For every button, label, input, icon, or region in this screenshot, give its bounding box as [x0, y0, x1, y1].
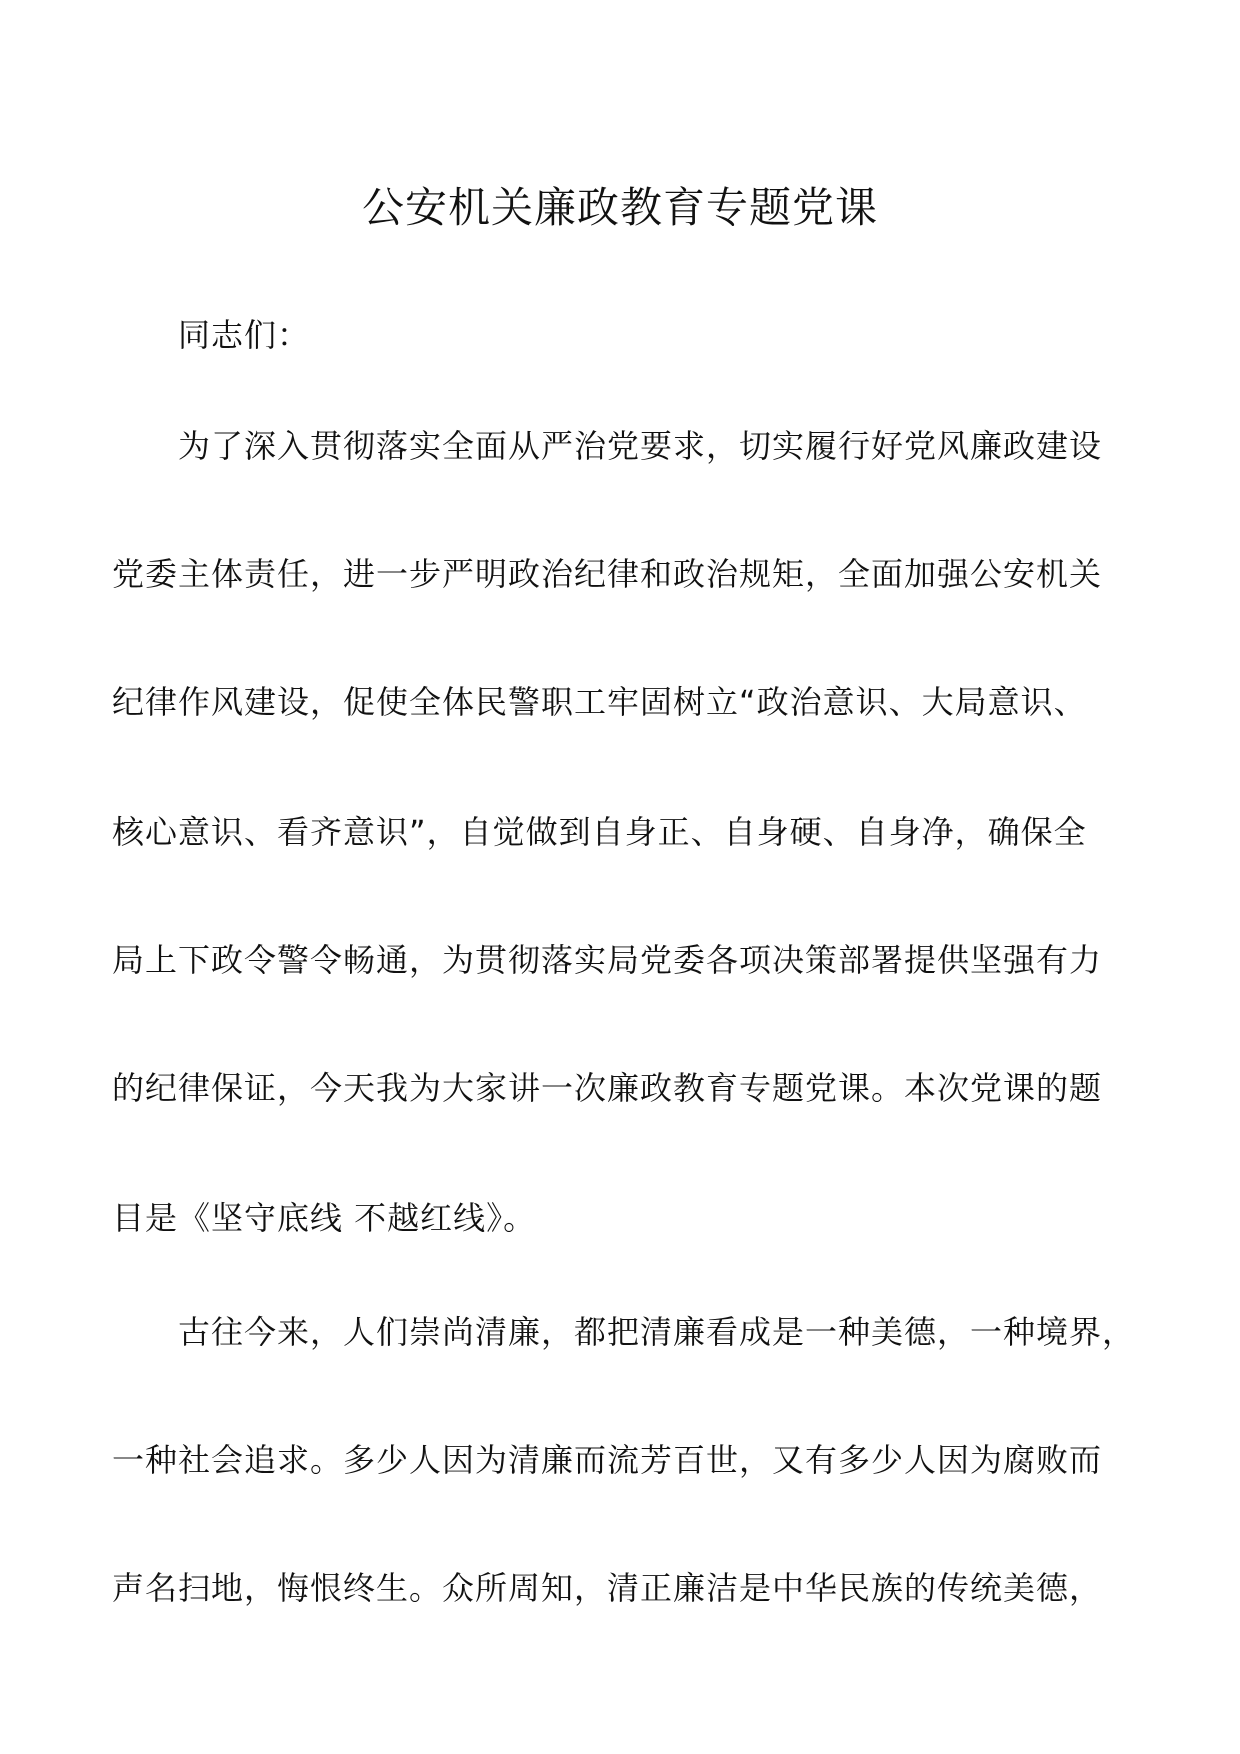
paragraph-line: 核心意识、看齐意识”，自觉做到自身正、自身硬、自身净，确保全	[112, 813, 1087, 851]
paragraph-line: 目是《坚守底线 不越红线》。	[112, 1199, 537, 1237]
paragraph-line: 声名扫地，悔恨终生。众所周知，清正廉洁是中华民族的传统美德，	[112, 1569, 1103, 1607]
salutation: 同志们：	[178, 316, 311, 354]
paragraph-line: 党委主体责任，进一步严明政治纪律和政治规矩，全面加强公安机关	[112, 555, 1103, 593]
paragraph-line: 为了深入贯彻落实全面从严治党要求，切实履行好党风廉政建设	[178, 427, 1103, 465]
paragraph-line: 纪律作风建设，促使全体民警职工牢固树立“政治意识、大局意识、	[112, 683, 1087, 721]
paragraph-line: 的纪律保证，今天我为大家讲一次廉政教育专题党课。本次党课的题	[112, 1069, 1103, 1107]
paragraph-line: 局上下政令警令畅通，为贯彻落实局党委各项决策部署提供坚强有力	[112, 941, 1103, 979]
document-title: 公安机关廉政教育专题党课	[361, 183, 878, 232]
paragraph-line: 一种社会追求。多少人因为清廉而流芳百世，又有多少人因为腐败而	[112, 1441, 1103, 1479]
paragraph-line: 古往今来，人们崇尚清廉，都把清廉看成是一种美德，一种境界，	[178, 1313, 1136, 1351]
